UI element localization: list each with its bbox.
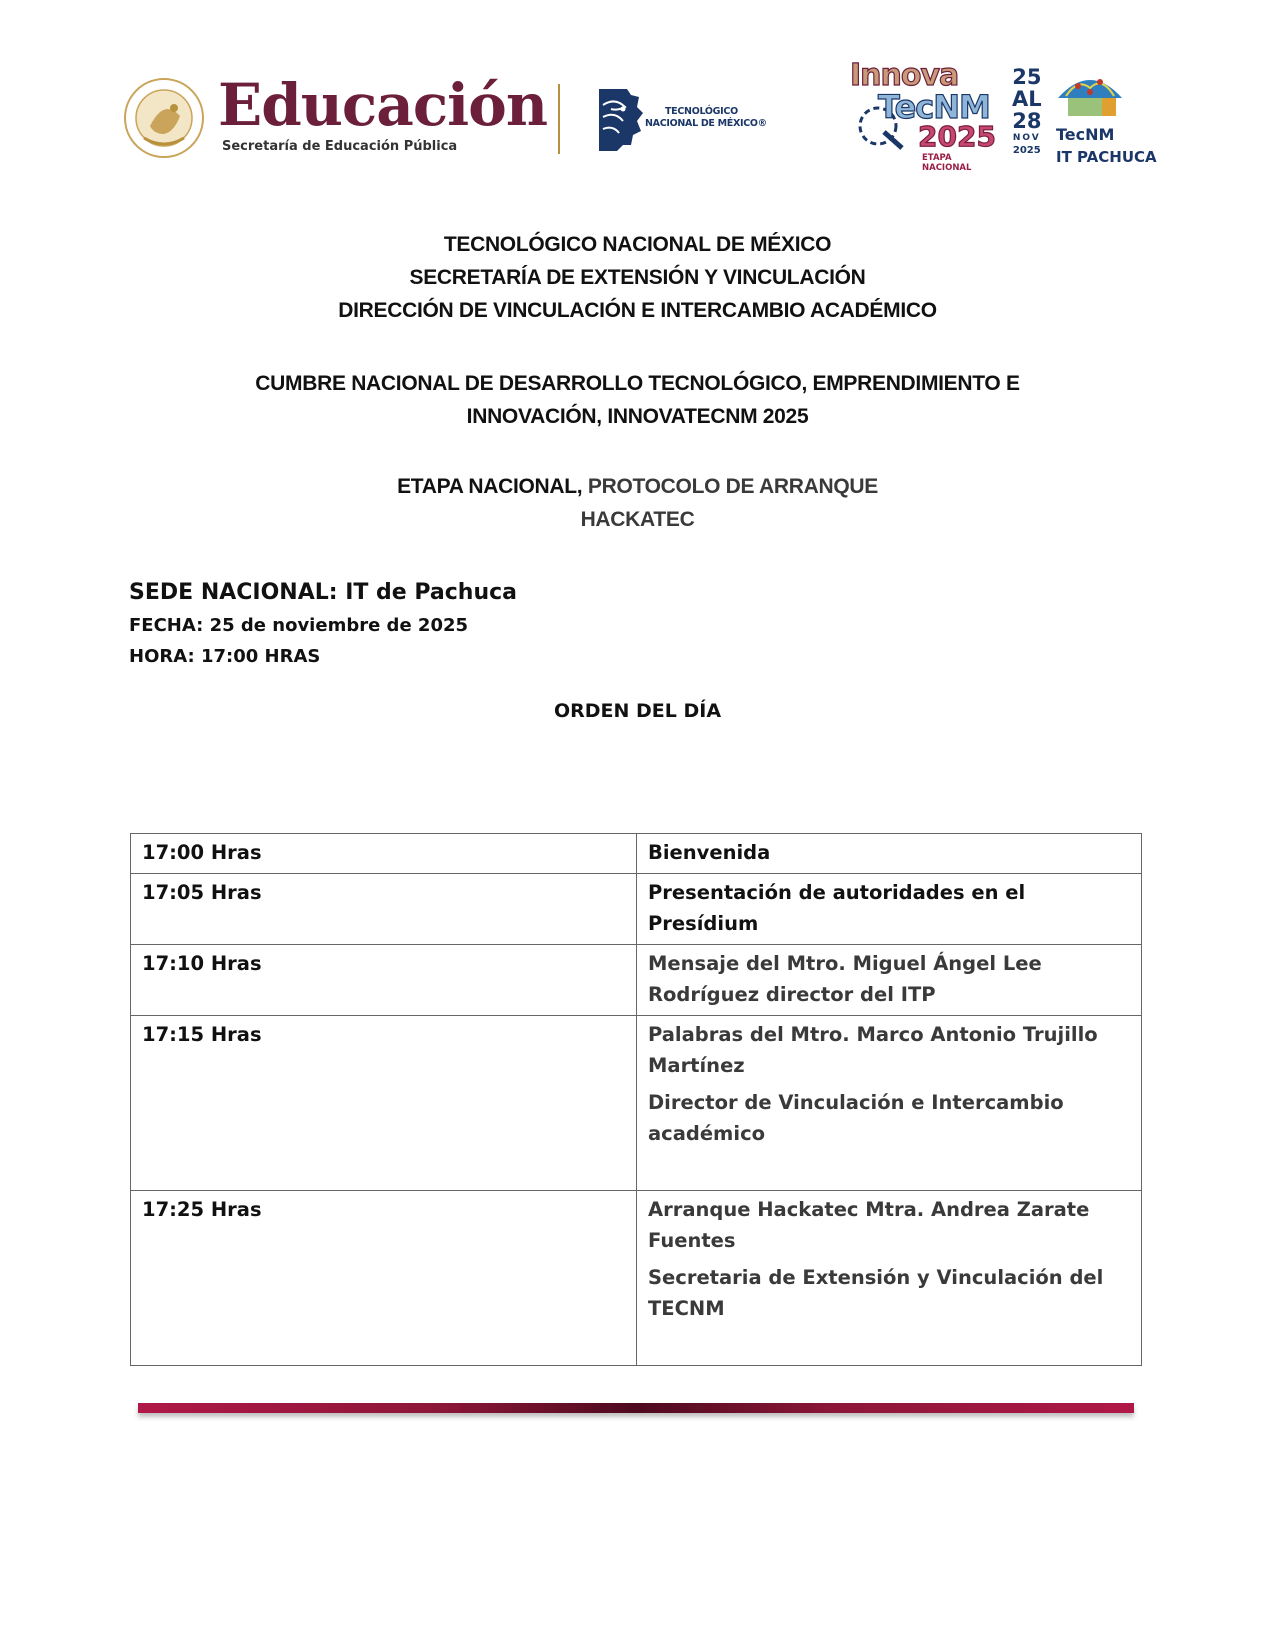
event-dates: 25 AL 28 NOV 2025 [1012, 65, 1042, 156]
tecnm-wordmark: TECNOLÓGICO NACIONAL DE MÉXICO® [645, 106, 767, 129]
hora-label: HORA: 17:00 HRAS [129, 646, 321, 667]
agenda-activity: Mensaje del Mtro. Miguel Ángel Lee Rodríguez director del ITP [637, 945, 1142, 1016]
agenda-activity: Palabras del Mtro. Marco Antonio Trujillo Martínez Director de Vinculación e Intercambio académico [637, 1016, 1142, 1191]
fecha-label: FECHA: 25 de noviembre de 2025 [129, 615, 469, 636]
educacion-wordmark: Educación [218, 71, 548, 139]
agenda-time: 17:25 Hras [131, 1191, 637, 1366]
footer-decorative-bar [138, 1403, 1134, 1413]
it-pachuca-wordmark: TecNM IT PACHUCA [1056, 125, 1157, 166]
it-pachuca-emblem-icon [1054, 68, 1126, 120]
it-pachuca-logo [1054, 68, 1126, 120]
mexico-seal-logo [122, 76, 206, 160]
mexico-seal-icon [122, 76, 206, 160]
agenda-activity: Bienvenida [637, 834, 1142, 874]
table-row [131, 834, 1142, 874]
table-row [131, 874, 1142, 945]
tecnm-logo [593, 85, 643, 153]
table-row [131, 945, 1142, 1016]
agenda-time: 17:15 Hras [131, 1016, 637, 1191]
innova-tecnm-logo: Innova TecNM 2025 ETAPA NACIONAL [850, 58, 996, 173]
agenda-activity: Presentación de autoridades en el Presídium [637, 874, 1142, 945]
stage-heading: ETAPA NACIONAL, PROTOCOLO DE ARRANQUE HACKATEC [397, 475, 878, 531]
agenda-time: 17:10 Hras [131, 945, 637, 1016]
logo-divider [558, 84, 560, 154]
sede-label: SEDE NACIONAL: IT de Pachuca [129, 580, 518, 605]
table-row [131, 1191, 1142, 1366]
agenda-time: 17:00 Hras [131, 834, 637, 874]
institution-heading: TECNOLÓGICO NACIONAL DE MÉXICO SECRETARÍA DE EXTENSIÓN Y VINCULACIÓN DIRECCIÓN DE VINCULACIÓN E INTERCAMBIO ACADÉMICO [338, 233, 937, 322]
orden-del-dia-title: ORDEN DEL DÍA [553, 700, 722, 722]
tecnm-eagle-gear-icon [593, 85, 643, 153]
table-row [131, 1016, 1142, 1191]
agenda-activity: Arranque Hackatec Mtra. Andrea Zarate Fuentes Secretaria de Extensión y Vinculación del TECNM [637, 1191, 1142, 1366]
agenda-time: 17:05 Hras [131, 874, 637, 945]
event-heading: CUMBRE NACIONAL DE DESARROLLO TECNOLÓGICO, EMPRENDIMIENTO E INNOVACIÓN, INNOVATECNM 2025 [255, 372, 1020, 428]
agenda-table [130, 833, 1142, 1366]
sep-subtitle: Secretaría de Educación Pública [222, 139, 458, 154]
